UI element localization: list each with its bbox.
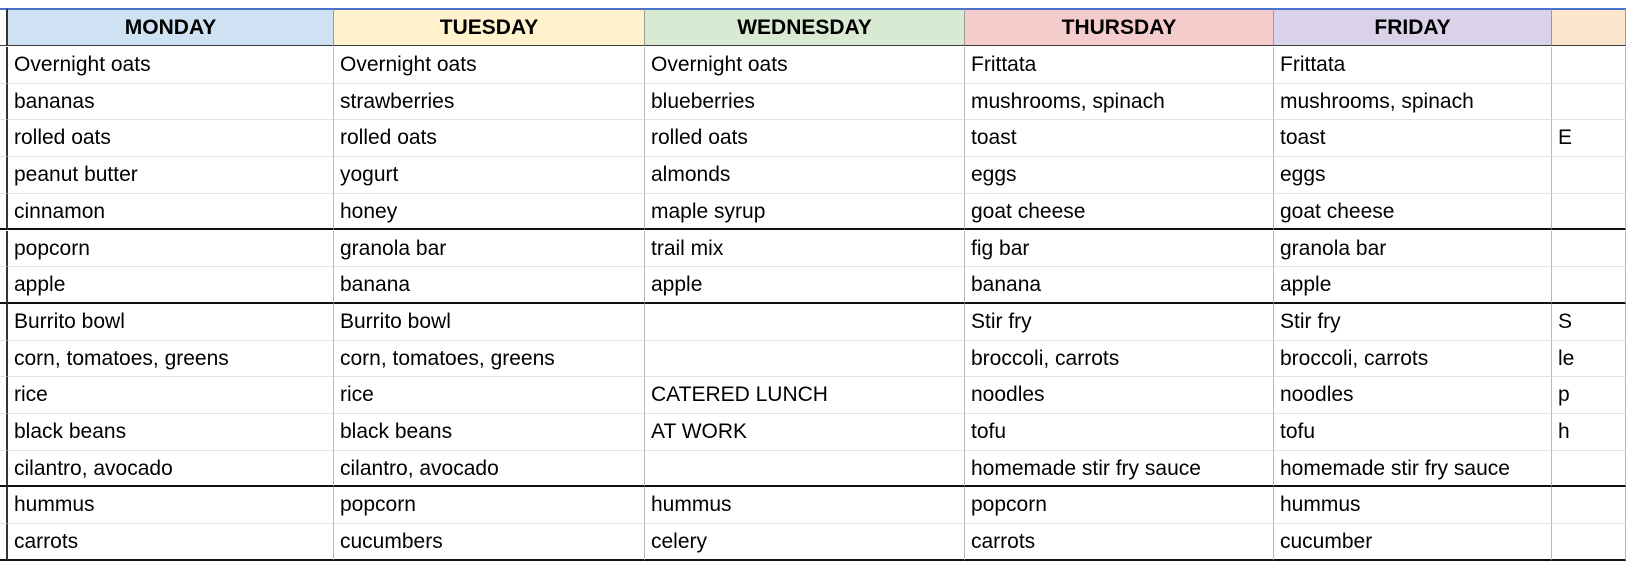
- table-cell[interactable]: hummus: [645, 487, 965, 524]
- table-cell[interactable]: goat cheese: [1274, 194, 1552, 231]
- table-row: [0, 194, 1626, 231]
- table-cell[interactable]: rolled oats: [8, 120, 334, 157]
- table-cell[interactable]: Stir fry: [965, 304, 1274, 341]
- table-cell[interactable]: mushrooms, spinach: [965, 84, 1274, 121]
- table-cell[interactable]: hummus: [1274, 487, 1552, 524]
- table-cell[interactable]: homemade stir fry sauce: [1274, 451, 1552, 488]
- table-cell[interactable]: Overnight oats: [334, 47, 645, 84]
- table-cell[interactable]: rice: [8, 377, 334, 414]
- table-cell[interactable]: [1552, 47, 1626, 84]
- table-cell[interactable]: carrots: [965, 524, 1274, 561]
- table-cell[interactable]: rolled oats: [645, 120, 965, 157]
- table-cell[interactable]: bananas: [8, 84, 334, 121]
- row-header-cell[interactable]: [0, 157, 8, 194]
- row-header-cell[interactable]: [0, 341, 8, 378]
- table-cell[interactable]: S: [1552, 304, 1626, 341]
- table-row: [0, 84, 1626, 121]
- table-cell[interactable]: celery: [645, 524, 965, 561]
- table-cell[interactable]: banana: [965, 267, 1274, 304]
- table-cell[interactable]: corn, tomatoes, greens: [8, 341, 334, 378]
- table-cell[interactable]: le: [1552, 341, 1626, 378]
- table-cell[interactable]: [1552, 194, 1626, 231]
- table-cell[interactable]: [1552, 524, 1626, 561]
- table-cell[interactable]: popcorn: [334, 487, 645, 524]
- row-header-cell[interactable]: [0, 377, 8, 414]
- table-cell[interactable]: popcorn: [965, 487, 1274, 524]
- table-cell[interactable]: Stir fry: [1274, 304, 1552, 341]
- table-cell[interactable]: apple: [8, 267, 334, 304]
- table-cell[interactable]: AT WORK: [645, 414, 965, 451]
- table-cell[interactable]: CATERED LUNCH: [645, 377, 965, 414]
- table-cell[interactable]: yogurt: [334, 157, 645, 194]
- table-cell[interactable]: [1552, 84, 1626, 121]
- table-cell[interactable]: cinnamon: [8, 194, 334, 231]
- table-cell[interactable]: Overnight oats: [645, 47, 965, 84]
- table-cell[interactable]: peanut butter: [8, 157, 334, 194]
- table-row: [0, 524, 1626, 561]
- row-header-cell[interactable]: [0, 120, 8, 157]
- table-cell[interactable]: popcorn: [8, 231, 334, 268]
- table-cell[interactable]: Overnight oats: [8, 47, 334, 84]
- table-cell[interactable]: cilantro, avocado: [334, 451, 645, 488]
- table-cell[interactable]: cucumber: [1274, 524, 1552, 561]
- column-header-friday[interactable]: FRIDAY: [1274, 8, 1552, 46]
- table-row: [0, 157, 1626, 194]
- table-cell[interactable]: broccoli, carrots: [1274, 341, 1552, 378]
- row-header-cell[interactable]: [0, 8, 8, 46]
- row-header-cell[interactable]: [0, 194, 8, 231]
- table-cell[interactable]: cucumbers: [334, 524, 645, 561]
- table-cell[interactable]: apple: [1274, 267, 1552, 304]
- table-row: [0, 414, 1626, 451]
- table-row: [0, 377, 1626, 414]
- table-cell[interactable]: rice: [334, 377, 645, 414]
- table-cell[interactable]: banana: [334, 267, 645, 304]
- table-row: [0, 487, 1626, 524]
- table-cell[interactable]: fig bar: [965, 231, 1274, 268]
- table-cell[interactable]: [1552, 231, 1626, 268]
- row-header-cell[interactable]: [0, 524, 8, 561]
- table-cell[interactable]: goat cheese: [965, 194, 1274, 231]
- table-cell[interactable]: cilantro, avocado: [8, 451, 334, 488]
- column-header-monday[interactable]: MONDAY: [8, 8, 334, 46]
- row-header-cell[interactable]: [0, 267, 8, 304]
- table-cell[interactable]: trail mix: [645, 231, 965, 268]
- table-cell[interactable]: carrots: [8, 524, 334, 561]
- table-row: [0, 451, 1626, 488]
- table-cell[interactable]: [1552, 487, 1626, 524]
- table-cell[interactable]: [1552, 451, 1626, 488]
- table-cell[interactable]: tofu: [965, 414, 1274, 451]
- row-header-cell[interactable]: [0, 231, 8, 268]
- table-cell[interactable]: almonds: [645, 157, 965, 194]
- column-header-partial[interactable]: [1552, 8, 1626, 46]
- column-header-tuesday[interactable]: TUESDAY: [334, 8, 645, 46]
- table-cell[interactable]: eggs: [965, 157, 1274, 194]
- table-cell[interactable]: black beans: [8, 414, 334, 451]
- table-cell[interactable]: [645, 341, 965, 378]
- table-cell[interactable]: noodles: [1274, 377, 1552, 414]
- table-cell[interactable]: corn, tomatoes, greens: [334, 341, 645, 378]
- sheet-top-margin: [0, 0, 1626, 8]
- table-cell[interactable]: Burrito bowl: [8, 304, 334, 341]
- table-cell[interactable]: tofu: [1274, 414, 1552, 451]
- column-header-thursday[interactable]: THURSDAY: [965, 8, 1274, 46]
- table-cell[interactable]: mushrooms, spinach: [1274, 84, 1552, 121]
- table-cell[interactable]: Burrito bowl: [334, 304, 645, 341]
- table-cell[interactable]: [645, 304, 965, 341]
- table-cell[interactable]: granola bar: [1274, 231, 1552, 268]
- table-cell[interactable]: noodles: [965, 377, 1274, 414]
- row-header-cell[interactable]: [0, 47, 8, 84]
- table-cell[interactable]: Frittata: [965, 47, 1274, 84]
- table-row: [0, 304, 1626, 341]
- table-row: [0, 47, 1626, 84]
- table-cell[interactable]: toast: [965, 120, 1274, 157]
- column-header-wednesday[interactable]: WEDNESDAY: [645, 8, 965, 46]
- table-cell[interactable]: maple syrup: [645, 194, 965, 231]
- table-cell[interactable]: strawberries: [334, 84, 645, 121]
- header-row: [0, 8, 1626, 46]
- table-cell[interactable]: p: [1552, 377, 1626, 414]
- table-cell[interactable]: honey: [334, 194, 645, 231]
- table-cell[interactable]: [1552, 267, 1626, 304]
- table-cell[interactable]: [645, 451, 965, 488]
- table-cell[interactable]: apple: [645, 267, 965, 304]
- row-header-cell[interactable]: [0, 414, 8, 451]
- table-row: [0, 231, 1626, 268]
- row-header-cell[interactable]: [0, 487, 8, 524]
- row-header-cell[interactable]: [0, 304, 8, 341]
- table-cell[interactable]: blueberries: [645, 84, 965, 121]
- row-header-cell[interactable]: [0, 451, 8, 488]
- table-cell[interactable]: Frittata: [1274, 47, 1552, 84]
- table-cell[interactable]: broccoli, carrots: [965, 341, 1274, 378]
- table-row: [0, 120, 1626, 157]
- table-row: [0, 341, 1626, 378]
- table-cell[interactable]: h: [1552, 414, 1626, 451]
- table-cell[interactable]: black beans: [334, 414, 645, 451]
- table-cell[interactable]: granola bar: [334, 231, 645, 268]
- table-cell[interactable]: [1552, 157, 1626, 194]
- row-header-cell[interactable]: [0, 84, 8, 121]
- table-cell[interactable]: E: [1552, 120, 1626, 157]
- table-cell[interactable]: toast: [1274, 120, 1552, 157]
- table-cell[interactable]: hummus: [8, 487, 334, 524]
- table-cell[interactable]: eggs: [1274, 157, 1552, 194]
- table-row: [0, 267, 1626, 304]
- table-cell[interactable]: rolled oats: [334, 120, 645, 157]
- table-cell[interactable]: homemade stir fry sauce: [965, 451, 1274, 488]
